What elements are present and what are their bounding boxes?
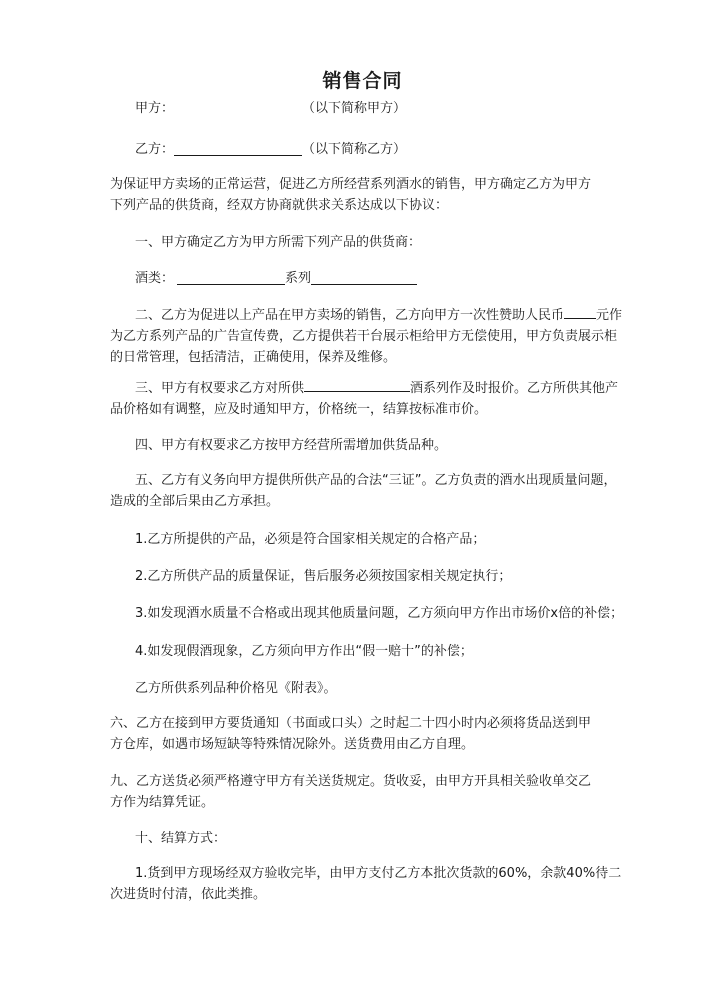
clause-9 [110, 771, 630, 813]
clause-4: 四、甲方有权要求乙方按甲方经营所需增加供货品种。 [135, 438, 448, 453]
clause-2-line: 的日常管理，包括清洁，正确使用，保养及维修。 [110, 350, 397, 365]
item-2: 2.乙方所供产品的质量保证，售后服务必须按国家相关规定执行； [135, 569, 512, 584]
intro-paragraph [110, 174, 630, 216]
clause-3-text: 三、甲方有权要求乙方对所供 [135, 381, 305, 396]
clause-2-text: 元作 [596, 308, 623, 323]
liquor-label: 酒类： [135, 271, 175, 286]
clause-5-line: 造成的全部后果由乙方承担。 [110, 494, 280, 509]
clause-3 [110, 377, 630, 420]
clause-6-line: 方仓库，如遇市场短缺等特殊情况除外。送货费用由乙方自理。 [110, 737, 475, 752]
series-label: 系列 [285, 271, 312, 286]
sponsor-amount-blank [564, 304, 596, 319]
party-a-label: 甲方： [135, 101, 175, 116]
intro-line: 为保证甲方卖场的正常运营，促进乙方所经营系列酒水的销售，甲方确定乙方为甲方 [110, 177, 592, 192]
party-b-label: 乙方： [135, 142, 175, 157]
party-b-blank [174, 141, 302, 156]
settlement-line: 次进货时付清，依此类推。 [110, 887, 267, 902]
party-a-alias: （以下简称甲方） [302, 101, 407, 116]
intro-line: 下列产品的供货商，经双方协商就供求关系达成以下协议： [110, 198, 449, 213]
clause-9-line: 九、乙方送货必须严格遵守甲方有关送货规定。货收妥，由甲方开具相关验收单交乙 [110, 774, 592, 789]
clause-5-text: 五、乙方有义务向甲方提供所供产品的合法“三证”。乙方负责的酒水出现质量问题， [135, 473, 617, 488]
clause-2-line: 为乙方系列产品的广告宣传费，乙方提供若干台展示柜给甲方无偿使用，甲方负责展示柜 [110, 329, 618, 344]
document-title: 销售合同 [322, 70, 403, 92]
series-blank [311, 270, 417, 285]
liquor-blank [177, 270, 285, 285]
item-4: 4.如发现假酒现象，乙方须向甲方作出“假一赔十”的补偿； [135, 644, 473, 659]
clause-9-line: 方作为结算凭证。 [110, 795, 215, 810]
settlement-text: 1.货到甲方现场经双方验收完毕，由甲方支付乙方本批次货款的60%，余款40%待二 [135, 866, 622, 881]
clause-5 [110, 470, 630, 512]
clause-3-text: 酒系列作及时报价。乙方所供其他产 [410, 381, 619, 396]
price-note: 乙方所供系列品种价格见《附表》。 [135, 681, 337, 696]
supplied-liquor-blank [304, 377, 410, 392]
clause-3-line: 品价格如有调整，应及时通知甲方，价格统一，结算按标准市价。 [110, 402, 488, 417]
clause-1: 一、甲方确定乙方为甲方所需下列产品的供货商： [135, 235, 422, 250]
item-3: 3.如发现酒水质量不合格或出现其他质量问题，乙方须向甲方作出市场价x倍的补偿； [135, 606, 624, 621]
clause-2 [110, 304, 630, 368]
clause-10: 十、结算方式： [135, 831, 227, 846]
item-1: 1.乙方所提供的产品，必须是符合国家相关规定的合格产品； [135, 532, 486, 547]
clause-6 [110, 713, 630, 755]
clause-2-text: 二、乙方为促进以上产品在甲方卖场的销售，乙方向甲方一次性赞助人民币 [135, 308, 565, 323]
clause-6-line: 六、乙方在接到甲方要货通知（书面或口头）之时起二十四小时内必须将货品送到甲 [110, 716, 592, 731]
party-b-alias: （以下简称乙方） [302, 142, 407, 157]
settlement [110, 863, 630, 905]
